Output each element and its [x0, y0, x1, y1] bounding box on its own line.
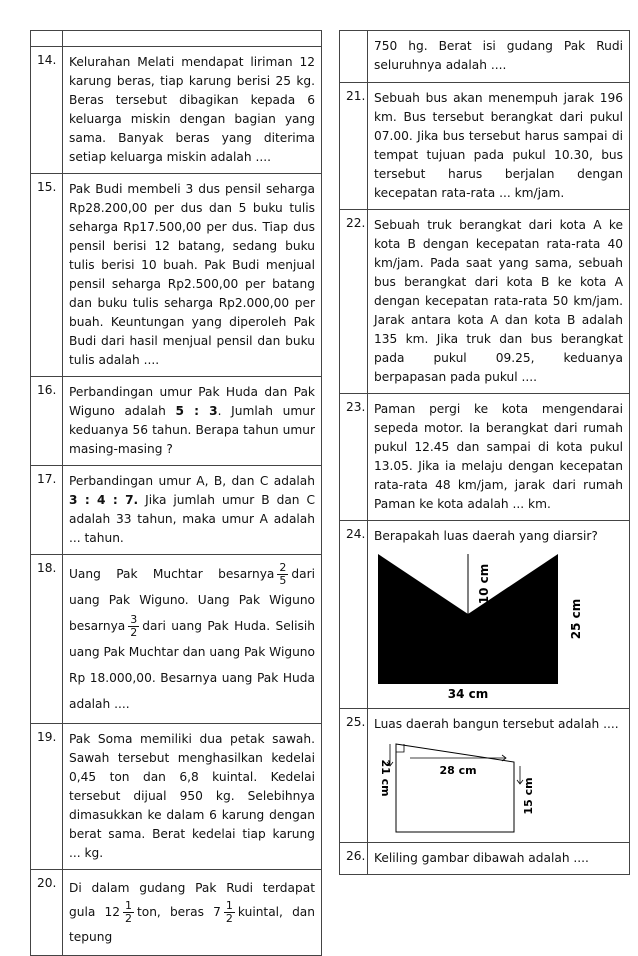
question-row-15: [31, 174, 322, 377]
question-row-22: [340, 210, 630, 394]
question-number: 15.: [31, 174, 63, 377]
question-number: 14.: [31, 47, 63, 174]
question-row-20: [31, 870, 322, 956]
fraction: $\frac{1}{2}$: [124, 899, 132, 925]
question-row-24: [340, 521, 630, 709]
ratio: 5 : 3: [175, 404, 218, 418]
label-right-side: 15 cm: [522, 777, 535, 815]
question-text: Uang Pak Muchtar besarnya $\frac{2}{5}$ dari uang Pak Wiguno. Uang Pak Wiguno besarnya $\frac{3}{2}$ dari uang Pak Huda. Selisih uang Pak Muchtar dan uang Pak Wiguno Rp 18.000,00. Besarnya uang Pak Huda adalah ....: [69, 561, 315, 711]
question-text: Di dalam gudang Pak Rudi terdapat gula 12 $\frac{1}{2}$ ton, beras 7 $\frac{1}{2}$ kuintal, dan tepung: [69, 881, 315, 944]
fraction: $\frac{1}{2}$: [225, 899, 233, 925]
question-number: 24.: [340, 521, 368, 709]
question-number: 19.: [31, 724, 63, 870]
question-row-21: [340, 83, 630, 210]
label-width: 34 cm: [447, 687, 489, 698]
question-number: [340, 31, 368, 83]
question-text: Sebuah bus akan menempuh jarak 196 km. Bus tersebut berangkat dari pukul 07.00. Jika bus tersebut harus sampai di tempat tujuan pada pukul 10.30, bus tersebut harus berjalan dengan kecepatan rata-rata ... km/jam.: [374, 91, 623, 200]
question-number: 18.: [31, 555, 63, 724]
question-text: Berapakah luas daerah yang diarsir?: [374, 529, 598, 543]
question-number: 25.: [340, 709, 368, 843]
question-text: Paman pergi ke kota mengendarai sepeda motor. Ia berangkat dari rumah pukul 12.45 dan sampai di kota pukul 13.05. Jika ia melaju dengan kecepatan rata-rata 48 km/jam, jarak dari rumah Paman ke kota adalah ... km.: [374, 402, 623, 511]
fraction: $\frac{2}{5}$: [279, 561, 287, 587]
figure-shaded-rectangle: [374, 548, 614, 698]
fraction: $\frac{3}{2}$: [130, 613, 138, 639]
question-number: 26.: [340, 843, 368, 875]
question-number: 22.: [340, 210, 368, 394]
question-text: Pak Budi membeli 3 dus pensil seharga Rp28.200,00 per dus dan 5 buku tulis seharga Rp17.500,00 per dus. Tiap dus pensil berisi 12 batang, sedang buku tulis berisi 10 buah. Pak Budi menjual pensil seharga Rp2.500,00 per batang dan buku tulis seharga Rp2.000,00 per buah. Keuntungan yang diperoleh Pak Budi dari hasil menjual pensil dan buku tulis adalah ....: [69, 182, 315, 367]
question-row-17: [31, 466, 322, 555]
trapezoid-shape: [396, 744, 514, 832]
question-text: Pak Soma memiliki dua petak sawah. Sawah tersebut menghasilkan kedelai 0,45 ton dan 6,8 kuintal. Kedelai tersebut dijual 950 kg. Selebihnya dimasukkan ke dalam 6 karung dengan berat sama. Berat kedelai tiap karung ... kg.: [69, 732, 315, 860]
question-number: 23.: [340, 394, 368, 521]
question-text: Sebuah truk berangkat dari kota A ke kota B dengan kecepatan rata-rata 40 km/jam. Pada saat yang sama, sebuah bus berangkat dari kota B ke kota A dengan kecepatan rata-rata 50 km/jam. Jarak antara kota A dan kota B adalah 135 km. Jika truk dan bus berangkat pada pukul 09.25, keduanya berpapasan pada pukul ....: [374, 218, 623, 384]
question-text: Perbandingan umur Pak Huda dan Pak Wiguno adalah 5 : 3. Jumlah umur keduanya 56 tahun. Berapa tahun umur masing-masing ?: [69, 385, 315, 456]
question-text: 750 hg. Berat isi gudang Pak Rudi seluruhnya adalah ....: [374, 39, 623, 72]
label-left-side: 21 cm: [379, 759, 392, 797]
question-text: Perbandingan umur A, B, dan C adalah 3 : 4 : 7. Jika jumlah umur B dan C adalah 33 tahun, maka umur A adalah ... tahun.: [69, 474, 315, 545]
question-row-18: [31, 555, 322, 724]
left-question-table: [30, 30, 322, 956]
question-row-14: [31, 47, 322, 174]
question-row-20-continued: [340, 31, 630, 83]
question-number: 20.: [31, 870, 63, 956]
question-row-25: [340, 709, 630, 843]
question-number: 16.: [31, 377, 63, 466]
question-number: 17.: [31, 466, 63, 555]
label-top-side: 28 cm: [439, 764, 477, 777]
question-row-26: [340, 843, 630, 875]
question-number: 21.: [340, 83, 368, 210]
table-header-row: [31, 31, 322, 47]
right-question-table: [339, 30, 630, 875]
question-row-23: [340, 394, 630, 521]
question-text: Kelurahan Melati mendapat liriman 12 karung beras, tiap karung berisi 25 kg. Beras tersebut dibagikan kepada 6 keluarga miskin dengan bagian yang sama. Banyak beras yang diterima setiap keluarga miskin adalah ....: [69, 55, 315, 164]
figure-trapezoid: [374, 736, 614, 836]
question-row-19: [31, 724, 322, 870]
ratio: 3 : 4 : 7.: [69, 493, 139, 507]
question-text: Luas daerah bangun tersebut adalah ....: [374, 717, 619, 731]
label-inner-height: 10 cm: [477, 563, 491, 605]
question-text: Keliling gambar dibawah adalah ....: [374, 851, 589, 865]
question-row-16: [31, 377, 322, 466]
label-outer-height: 25 cm: [569, 598, 583, 640]
